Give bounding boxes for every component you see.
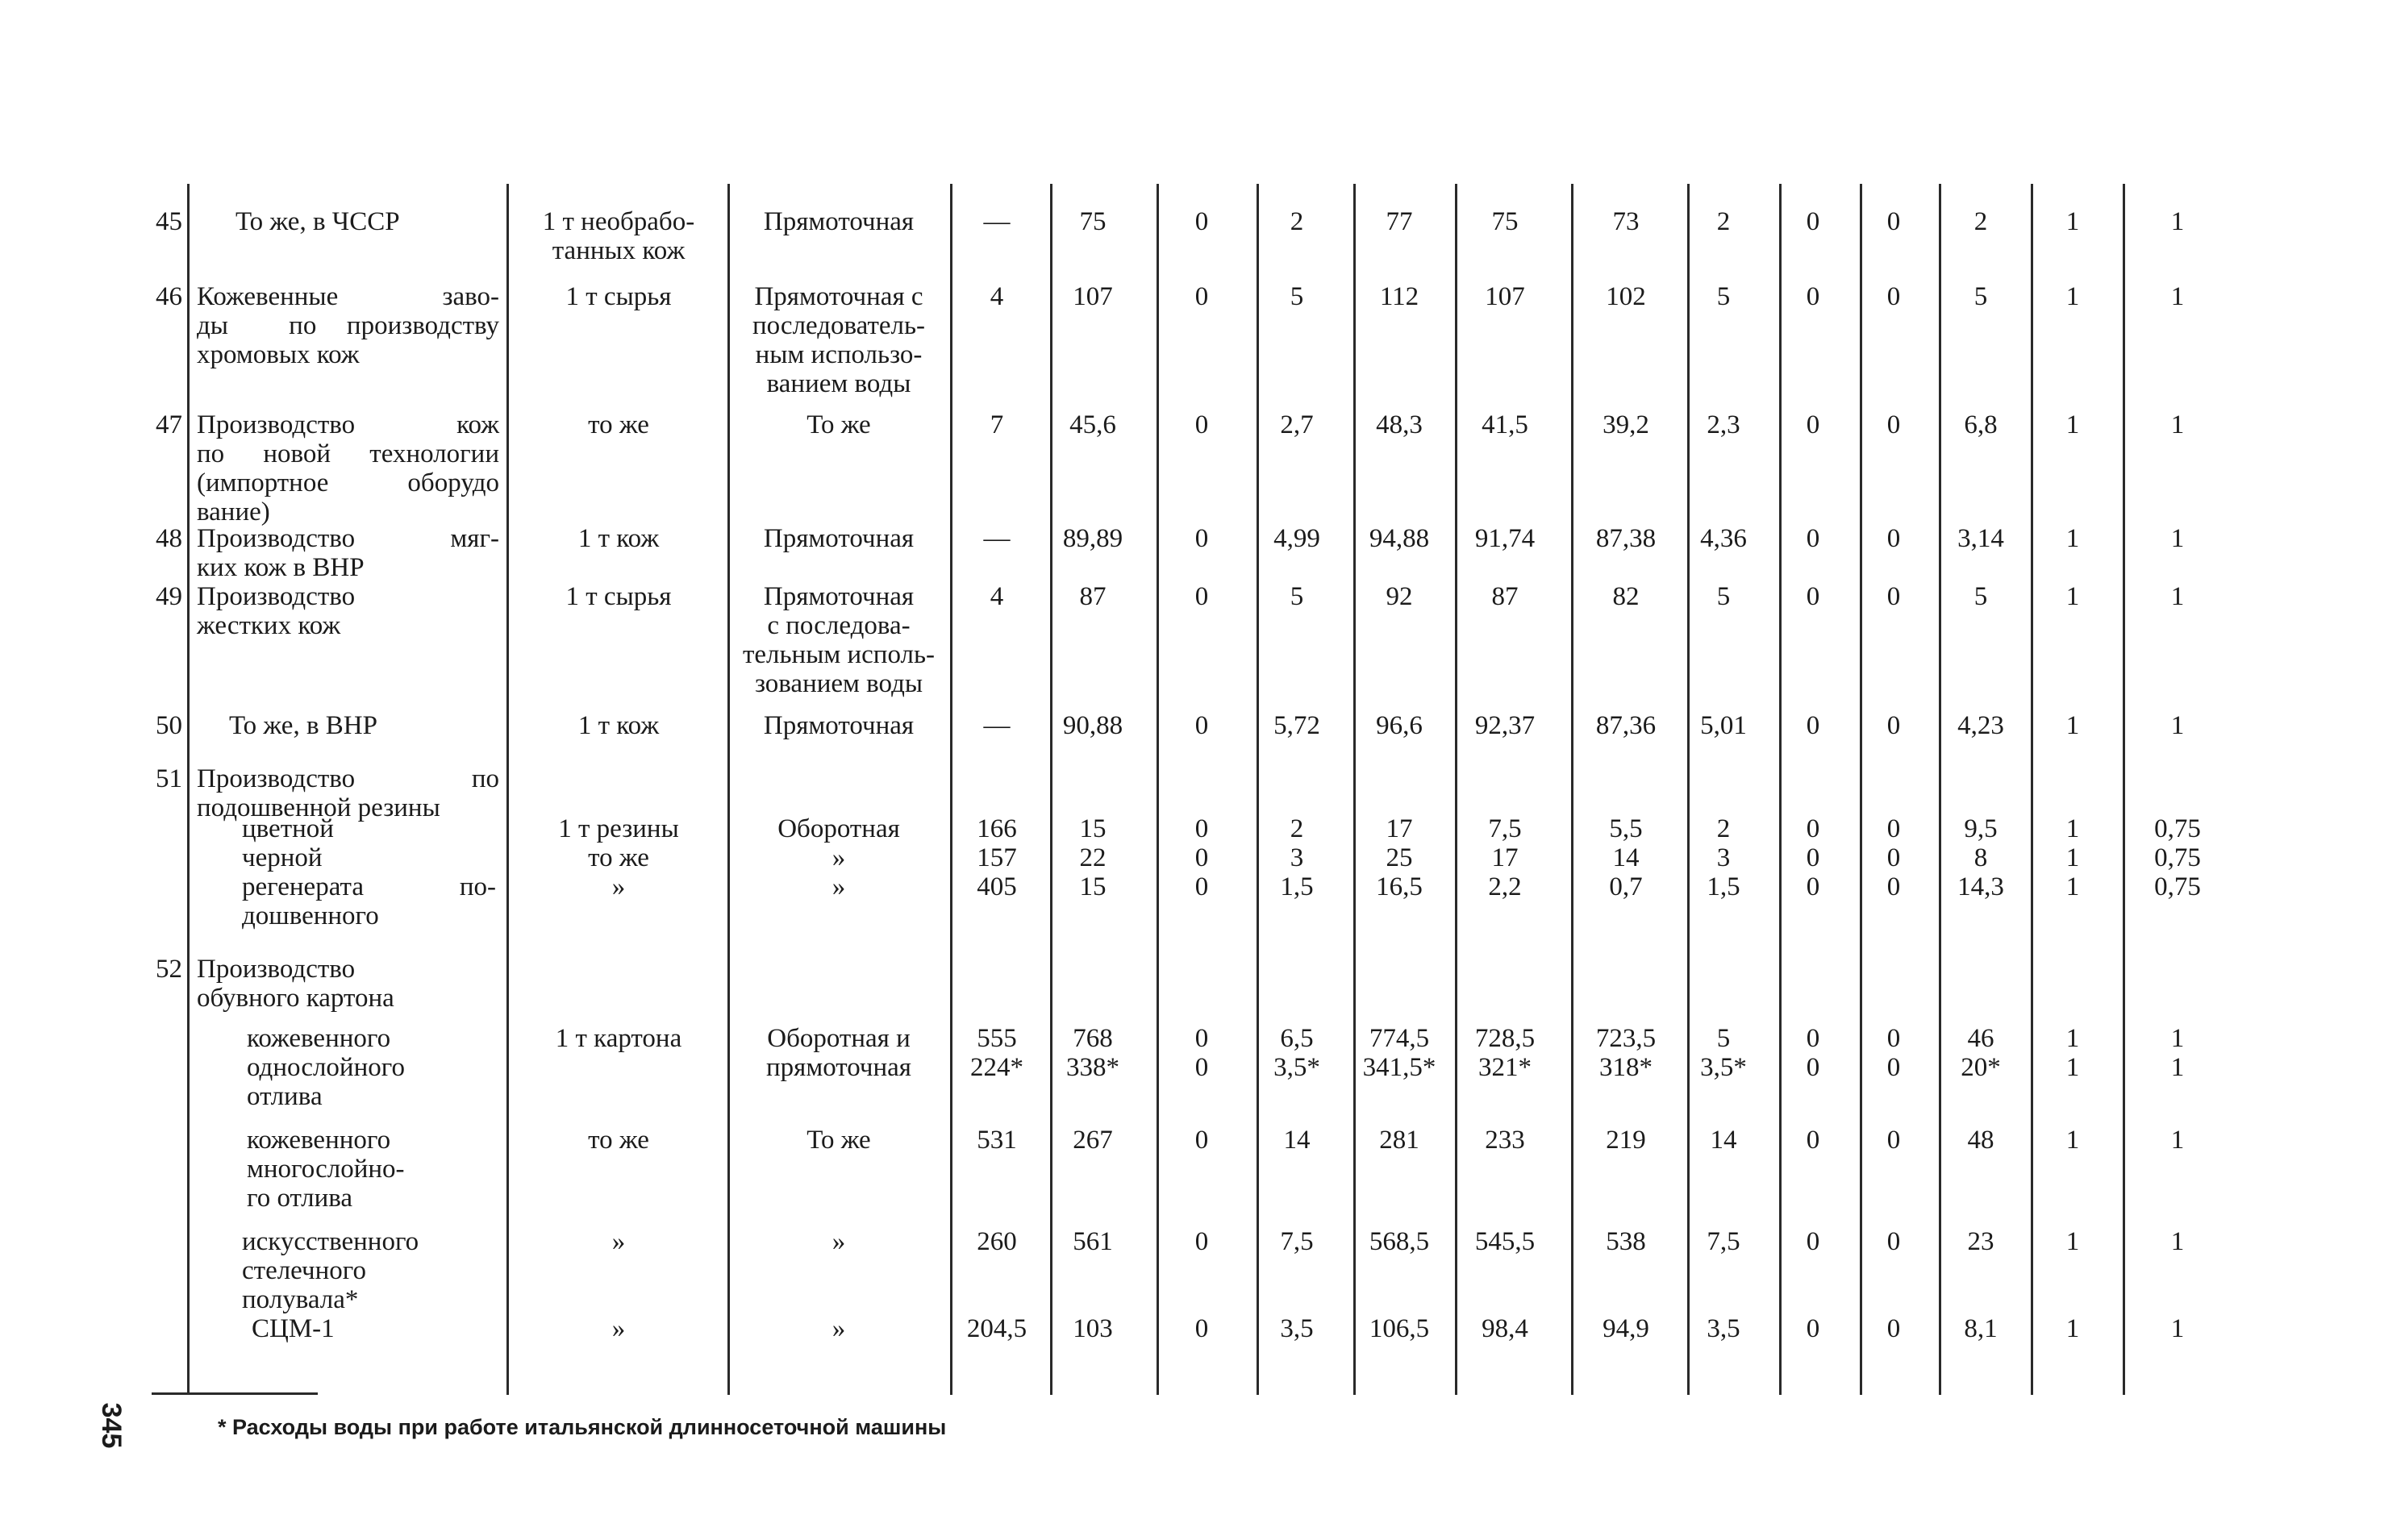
value-cell: 9,5 — [1964, 814, 1998, 843]
value-cell: 166 — [977, 814, 1017, 843]
value-cell: 0 — [1886, 1024, 1901, 1053]
value-cell: 1 — [2170, 410, 2185, 439]
value-cell: 224* — [970, 1053, 1023, 1082]
value-cell: 7,5 — [1280, 1227, 1314, 1256]
column-rule — [1157, 184, 1159, 1395]
water-system-line: То же — [806, 410, 871, 439]
water-system-line: » — [831, 872, 846, 901]
row-number: 48 — [156, 524, 182, 553]
value-cell: 112 — [1379, 282, 1419, 311]
water-system-line: » — [831, 1314, 846, 1343]
page-number: 345 — [96, 1402, 127, 1449]
value-cell: 15 — [1079, 872, 1107, 901]
value-cell: 91,74 — [1474, 524, 1536, 553]
value-cell: 102 — [1606, 282, 1646, 311]
value-cell: 0,75 — [2154, 814, 2201, 843]
value-cell: 87 — [1079, 582, 1107, 611]
value-cell: 531 — [977, 1126, 1017, 1155]
value-cell: 4,99 — [1273, 524, 1320, 553]
water-system-line: последователь- — [752, 311, 926, 340]
value-cell: 7 — [990, 410, 1004, 439]
value-cell: 0 — [1886, 814, 1901, 843]
value-cell: 1 — [2065, 711, 2080, 740]
value-cell: 0 — [1886, 410, 1901, 439]
value-cell: 0 — [1806, 1227, 1820, 1256]
value-cell: 0 — [1806, 1126, 1820, 1155]
value-cell: 0 — [1886, 207, 1901, 236]
unit-line: 1 т картона — [555, 1024, 682, 1053]
value-cell: 3 — [1290, 843, 1304, 872]
water-system-line: ванием воды — [766, 369, 911, 398]
product-name-line: СЦМ-1 — [252, 1314, 335, 1343]
value-cell: 22 — [1079, 843, 1107, 872]
value-cell: 1 — [2065, 872, 2080, 901]
value-cell: 1 — [2170, 1053, 2185, 1082]
unit-line: 1 т сырья — [565, 282, 672, 311]
value-cell: 4 — [990, 282, 1004, 311]
value-cell: 0 — [1886, 1227, 1901, 1256]
value-cell: 2,7 — [1280, 410, 1314, 439]
value-cell: 545,5 — [1474, 1227, 1536, 1256]
value-cell: 5 — [1716, 282, 1731, 311]
value-cell: 2 — [1290, 814, 1304, 843]
value-cell: 5,01 — [1700, 711, 1747, 740]
value-cell: 0 — [1194, 814, 1209, 843]
value-cell: 0 — [1886, 1314, 1901, 1343]
value-cell: 5,72 — [1273, 711, 1320, 740]
product-name-line: То же, в ВНР — [229, 711, 377, 740]
unit-line: 1 т необрабо- — [542, 207, 695, 236]
value-cell: 0 — [1194, 1314, 1209, 1343]
product-name-line: дошвенного — [242, 901, 379, 930]
value-cell: 25 — [1386, 843, 1413, 872]
value-cell: 1 — [2065, 814, 2080, 843]
value-cell: 1 — [2170, 1227, 2185, 1256]
value-cell: 14 — [1283, 1126, 1311, 1155]
value-cell: 1 — [2065, 1227, 2080, 1256]
product-name-line: Производство — [197, 582, 356, 611]
column-rule — [950, 184, 952, 1395]
value-cell: 73 — [1612, 207, 1640, 236]
value-cell: 2,2 — [1488, 872, 1522, 901]
value-cell: 8,1 — [1964, 1314, 1998, 1343]
value-cell: 87 — [1491, 582, 1519, 611]
unit-line: 1 т резины — [558, 814, 679, 843]
water-system-line: тельным исполь- — [742, 640, 936, 669]
unit-line: 1 т сырья — [565, 582, 672, 611]
value-cell: 14,3 — [1957, 872, 2004, 901]
value-cell: 561 — [1073, 1227, 1113, 1256]
value-cell: 1 — [2065, 410, 2080, 439]
product-name-line: Производство мяг- — [197, 524, 499, 553]
value-cell: 3,5 — [1280, 1314, 1314, 1343]
value-cell: 87,38 — [1595, 524, 1657, 553]
value-cell: 0 — [1806, 410, 1820, 439]
value-cell: 5 — [1290, 582, 1304, 611]
value-cell: 0 — [1806, 1053, 1820, 1082]
value-cell: 45,6 — [1069, 410, 1116, 439]
value-cell: 2,3 — [1707, 410, 1740, 439]
value-cell: 0 — [1806, 843, 1820, 872]
product-name-line: полувала* — [242, 1285, 359, 1314]
water-system-line: Прямоточная — [763, 207, 915, 236]
product-name-line: То же, в ЧССР — [235, 207, 400, 236]
water-system-line: ным использо- — [755, 340, 923, 369]
value-cell: 3 — [1716, 843, 1731, 872]
value-cell: 1 — [2170, 582, 2185, 611]
value-cell: 2 — [1716, 207, 1731, 236]
value-cell: 1 — [2170, 1024, 2185, 1053]
value-cell: 0 — [1806, 582, 1820, 611]
column-rule — [506, 184, 509, 1395]
value-cell: 338* — [1066, 1053, 1119, 1082]
product-name-line: искусственного — [242, 1227, 419, 1256]
unit-line: 1 т кож — [577, 524, 660, 553]
value-cell: 0,75 — [2154, 843, 2201, 872]
value-cell: 1 — [2065, 524, 2080, 553]
value-cell: 15 — [1079, 814, 1107, 843]
value-cell: 103 — [1073, 1314, 1113, 1343]
value-cell: 1 — [2170, 282, 2185, 311]
value-cell: 1 — [2170, 711, 2185, 740]
value-cell: 0 — [1194, 1227, 1209, 1256]
value-cell: 0 — [1886, 843, 1901, 872]
value-cell: 0 — [1194, 282, 1209, 311]
value-cell: 4 — [990, 582, 1004, 611]
product-name-line: Производство — [197, 955, 356, 984]
column-rule — [1050, 184, 1052, 1395]
water-system-line: Прямоточная — [763, 711, 915, 740]
value-cell: 568,5 — [1369, 1227, 1430, 1256]
value-cell: 92,37 — [1474, 711, 1536, 740]
column-rule — [1779, 184, 1782, 1395]
value-cell: — — [983, 207, 1011, 236]
value-cell: 1 — [2065, 1053, 2080, 1082]
value-cell: — — [983, 711, 1011, 740]
value-cell: 75 — [1079, 207, 1107, 236]
value-cell: 96,6 — [1376, 711, 1423, 740]
value-cell: 46 — [1967, 1024, 1994, 1053]
value-cell: 0 — [1194, 524, 1209, 553]
product-name-line: кожевенного — [247, 1024, 391, 1053]
value-cell: 0 — [1194, 1126, 1209, 1155]
value-cell: 233 — [1485, 1126, 1525, 1155]
product-name-line: жестких кож — [197, 611, 341, 640]
value-cell: 107 — [1073, 282, 1113, 311]
row-number: 52 — [156, 955, 182, 984]
water-system-line: Прямоточная с — [754, 282, 923, 311]
value-cell: 3,5* — [1273, 1053, 1320, 1082]
value-cell: 219 — [1606, 1126, 1646, 1155]
product-name-line: Производство кож — [197, 410, 499, 439]
unit-line: » — [611, 872, 626, 901]
value-cell: 0 — [1886, 711, 1901, 740]
column-rule — [1455, 184, 1457, 1395]
value-cell: 1 — [2065, 843, 2080, 872]
value-cell: 1,5 — [1707, 872, 1740, 901]
value-cell: 281 — [1379, 1126, 1419, 1155]
row-number: 46 — [156, 282, 182, 311]
value-cell: 5 — [1973, 282, 1988, 311]
row-number: 45 — [156, 207, 182, 236]
value-cell: 5 — [1290, 282, 1304, 311]
value-cell: 17 — [1491, 843, 1519, 872]
footnote-rule — [152, 1392, 318, 1395]
water-system-line: Оборотная — [777, 814, 900, 843]
water-system-line: Оборотная и — [767, 1024, 911, 1053]
unit-line: то же — [588, 410, 649, 439]
value-cell: 89,89 — [1062, 524, 1123, 553]
value-cell: 728,5 — [1474, 1024, 1536, 1053]
water-system-line: То же — [806, 1126, 871, 1155]
column-rule — [2123, 184, 2125, 1395]
product-name-line: регенерата по- — [242, 872, 496, 901]
value-cell: 321* — [1478, 1053, 1532, 1082]
column-rule — [1687, 184, 1690, 1395]
value-cell: 0 — [1806, 711, 1820, 740]
product-name-line: многослойно- — [247, 1155, 405, 1184]
value-cell: 98,4 — [1482, 1314, 1528, 1343]
column-rule — [1257, 184, 1259, 1395]
unit-line: » — [611, 1227, 626, 1256]
value-cell: 7,5 — [1488, 814, 1522, 843]
value-cell: 5,5 — [1609, 814, 1643, 843]
value-cell: 41,5 — [1482, 410, 1528, 439]
water-system-line: зованием воды — [754, 669, 923, 698]
value-cell: 0 — [1194, 711, 1209, 740]
value-cell: 48,3 — [1376, 410, 1423, 439]
value-cell: 0,75 — [2154, 872, 2201, 901]
product-name-line: черной — [242, 843, 323, 872]
value-cell: 723,5 — [1595, 1024, 1657, 1053]
value-cell: 0 — [1194, 843, 1209, 872]
value-cell: 0 — [1194, 872, 1209, 901]
value-cell: 5 — [1716, 1024, 1731, 1053]
value-cell: 20* — [1961, 1053, 2001, 1082]
column-rule — [1353, 184, 1356, 1395]
value-cell: 14 — [1612, 843, 1640, 872]
value-cell: 0 — [1806, 282, 1820, 311]
value-cell: 23 — [1967, 1227, 1994, 1256]
value-cell: 1 — [2065, 1314, 2080, 1343]
value-cell: 1 — [2065, 582, 2080, 611]
column-rule — [1939, 184, 1941, 1395]
value-cell: 0 — [1886, 582, 1901, 611]
value-cell: 8 — [1973, 843, 1988, 872]
product-name-line: по новой технологии — [197, 439, 499, 468]
value-cell: 0 — [1806, 1314, 1820, 1343]
value-cell: 39,2 — [1603, 410, 1649, 439]
row-number: 49 — [156, 582, 182, 611]
value-cell: 0 — [1806, 524, 1820, 553]
value-cell: 0 — [1886, 524, 1901, 553]
value-cell: 16,5 — [1376, 872, 1423, 901]
unit-line: то же — [588, 1126, 649, 1155]
value-cell: 0 — [1194, 207, 1209, 236]
value-cell: 94,9 — [1603, 1314, 1649, 1343]
water-system-line: прямоточная — [765, 1053, 911, 1082]
value-cell: 3,5* — [1700, 1053, 1747, 1082]
product-name-line: ды по производству — [197, 311, 499, 340]
product-name-line: Производство по — [197, 764, 499, 793]
product-name-line: стелечного — [242, 1256, 366, 1285]
water-system-line: Прямоточная — [763, 524, 915, 553]
value-cell: 0 — [1806, 814, 1820, 843]
column-rule — [1571, 184, 1573, 1395]
value-cell: 3,14 — [1957, 524, 2004, 553]
value-cell: 0 — [1194, 1053, 1209, 1082]
unit-line: танных кож — [552, 236, 686, 265]
value-cell: 5 — [1973, 582, 1988, 611]
value-cell: 2 — [1716, 814, 1731, 843]
product-name-line: подошвенной резины — [197, 793, 440, 822]
value-cell: 82 — [1612, 582, 1640, 611]
value-cell: 75 — [1491, 207, 1519, 236]
value-cell: 14 — [1710, 1126, 1737, 1155]
value-cell: 90,88 — [1062, 711, 1123, 740]
value-cell: 1 — [2065, 1024, 2080, 1053]
value-cell: 107 — [1485, 282, 1525, 311]
product-name-line: цветной — [242, 814, 334, 843]
value-cell: 106,5 — [1369, 1314, 1430, 1343]
value-cell: 94,88 — [1369, 524, 1430, 553]
value-cell: 48 — [1967, 1126, 1994, 1155]
value-cell: 267 — [1073, 1126, 1113, 1155]
value-cell: 405 — [977, 872, 1017, 901]
product-name-line: вание) — [197, 497, 270, 527]
value-cell: 5 — [1716, 582, 1731, 611]
product-name-line: кожевенного — [247, 1126, 391, 1155]
value-cell: 92 — [1386, 582, 1413, 611]
value-cell: 0 — [1806, 1024, 1820, 1053]
value-cell: 0 — [1886, 1053, 1901, 1082]
value-cell: 1 — [2065, 1126, 2080, 1155]
value-cell: 4,23 — [1957, 711, 2004, 740]
footnote: * Расходы воды при работе итальянской длинносеточной машины — [218, 1415, 947, 1439]
row-number: 51 — [156, 764, 182, 793]
value-cell: — — [983, 524, 1011, 553]
column-rule — [1860, 184, 1862, 1395]
value-cell: 1 — [2065, 207, 2080, 236]
product-name-line: хромовых кож — [197, 340, 360, 369]
value-cell: 157 — [977, 843, 1017, 872]
water-system-line: с последова- — [767, 611, 911, 640]
value-cell: 538 — [1606, 1227, 1646, 1256]
value-cell: 0 — [1886, 282, 1901, 311]
value-cell: 260 — [977, 1227, 1017, 1256]
row-number: 47 — [156, 410, 182, 439]
value-cell: 1 — [2065, 282, 2080, 311]
value-cell: 204,5 — [966, 1314, 1027, 1343]
water-system-line: Прямоточная — [763, 582, 915, 611]
product-name-line: Кожевенные заво- — [197, 282, 499, 311]
unit-line: » — [611, 1314, 626, 1343]
product-name-line: (импортное оборудо — [197, 468, 499, 497]
value-cell: 17 — [1386, 814, 1413, 843]
value-cell: 555 — [977, 1024, 1017, 1053]
value-cell: 1 — [2170, 524, 2185, 553]
value-cell: 6,5 — [1280, 1024, 1314, 1053]
value-cell: 0 — [1194, 582, 1209, 611]
value-cell: 768 — [1073, 1024, 1113, 1053]
product-name-line: ких кож в ВНР — [197, 553, 365, 582]
unit-line: 1 т кож — [577, 711, 660, 740]
unit-line: то же — [588, 843, 649, 872]
column-rule — [727, 184, 730, 1395]
value-cell: 0,7 — [1609, 872, 1643, 901]
value-cell: 2 — [1290, 207, 1304, 236]
product-name-line: обувного картона — [197, 984, 394, 1013]
product-name-line: го отлива — [247, 1184, 353, 1213]
value-cell: 774,5 — [1369, 1024, 1430, 1053]
value-cell: 0 — [1806, 207, 1820, 236]
value-cell: 1 — [2170, 1314, 2185, 1343]
value-cell: 0 — [1194, 1024, 1209, 1053]
value-cell: 1 — [2170, 1126, 2185, 1155]
value-cell: 6,8 — [1964, 410, 1998, 439]
column-rule — [2031, 184, 2033, 1395]
column-rule — [187, 184, 190, 1395]
value-cell: 0 — [1886, 1126, 1901, 1155]
product-name-line: отлива — [247, 1082, 323, 1111]
row-number: 50 — [156, 711, 182, 740]
water-system-line: » — [831, 843, 846, 872]
value-cell: 0 — [1194, 410, 1209, 439]
value-cell: 7,5 — [1707, 1227, 1740, 1256]
value-cell: 1,5 — [1280, 872, 1314, 901]
value-cell: 4,36 — [1700, 524, 1747, 553]
value-cell: 87,36 — [1595, 711, 1657, 740]
value-cell: 0 — [1806, 872, 1820, 901]
value-cell: 318* — [1599, 1053, 1653, 1082]
value-cell: 2 — [1973, 207, 1988, 236]
value-cell: 341,5* — [1362, 1053, 1436, 1082]
value-cell: 0 — [1886, 872, 1901, 901]
value-cell: 77 — [1386, 207, 1413, 236]
water-system-line: » — [831, 1227, 846, 1256]
value-cell: 1 — [2170, 207, 2185, 236]
value-cell: 3,5 — [1707, 1314, 1740, 1343]
product-name-line: однослойного — [247, 1053, 405, 1082]
